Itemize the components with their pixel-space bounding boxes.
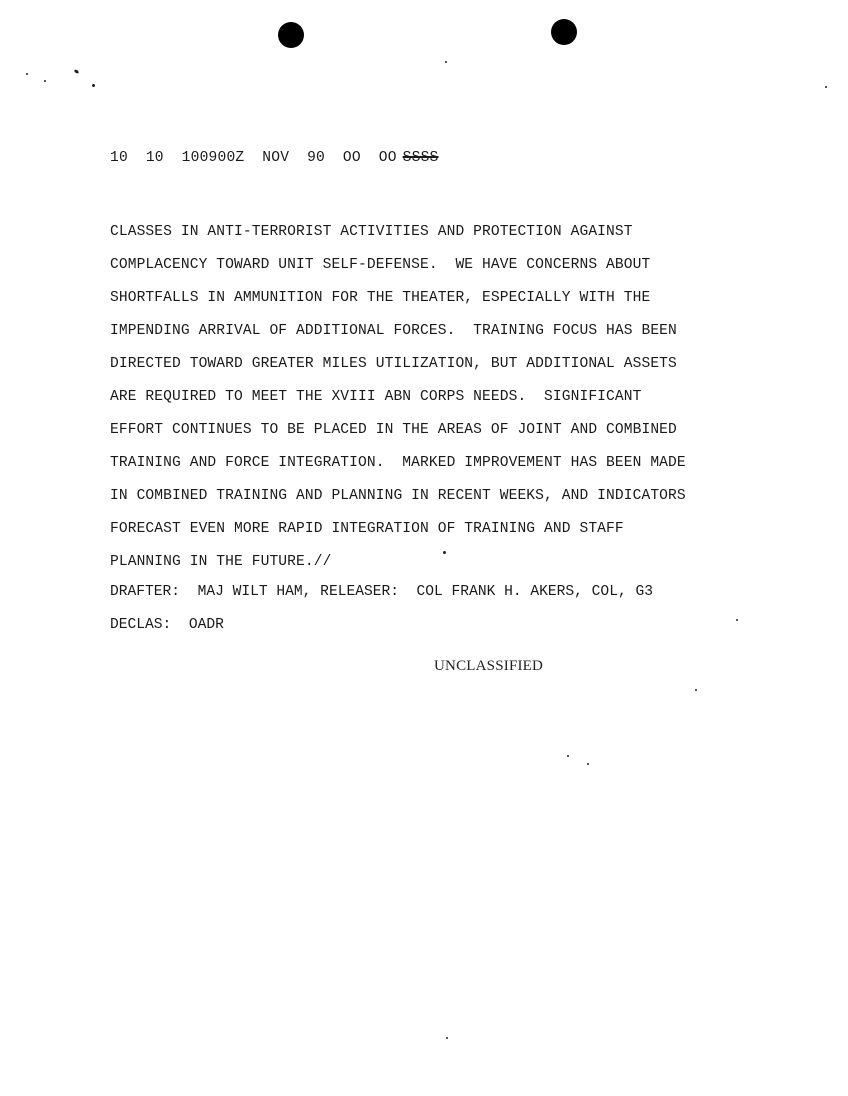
scan-speck [825,86,827,88]
body-line: TRAINING AND FORCE INTEGRATION. MARKED IMPROVEMENT HAS BEEN MADE [110,455,686,471]
punch-hole-left [278,22,304,48]
body-line: COMPLACENCY TOWARD UNIT SELF-DEFENSE. WE HAVE CONCERNS ABOUT [110,257,651,273]
scan-speck [587,763,589,765]
scan-speck [92,84,95,87]
drafter-line: DRAFTER: MAJ WILT HAM, RELEASER: COL FRANK H. AKERS, COL, G3 [110,584,653,600]
body-line: CLASSES IN ANTI-TERRORIST ACTIVITIES AND PROTECTION AGAINST [110,224,633,240]
body-line: PLANNING IN THE FUTURE.// [110,554,332,570]
message-footer [110,576,653,642]
scan-speck [736,619,738,621]
body-line: EFFORT CONTINUES TO BE PLACED IN THE AREAS OF JOINT AND COMBINED [110,422,677,438]
body-line: IN COMBINED TRAINING AND PLANNING IN RECENT WEEKS, AND INDICATORS [110,488,686,504]
scan-speck [445,61,447,63]
scan-speck [695,689,697,691]
scan-speck [446,1037,448,1039]
body-line: ARE REQUIRED TO MEET THE XVIII ABN CORPS NEEDS. SIGNIFICANT [110,389,642,405]
scan-speck [26,73,28,75]
struck-classification-code: SSSS [402,150,439,166]
message-header-line [110,150,453,166]
body-line: FORECAST EVEN MORE RAPID INTEGRATION OF TRAINING AND STAFF [110,521,624,537]
body-line: IMPENDING ARRIVAL OF ADDITIONAL FORCES. TRAINING FOCUS HAS BEEN [110,323,677,339]
scan-speck [74,69,80,74]
routing-prefix: 10 10 100900Z NOV 90 OO OO [110,150,397,166]
punch-hole-right [551,19,577,45]
body-line: SHORTFALLS IN AMMUNITION FOR THE THEATER, ESPECIALLY WITH THE [110,290,651,306]
classification-marking: UNCLASSIFIED [434,658,544,674]
scan-speck [567,755,569,757]
scan-speck [44,80,46,82]
declas-line: DECLAS: OADR [110,617,224,633]
message-body [110,216,830,579]
body-line: DIRECTED TOWARD GREATER MILES UTILIZATION, BUT ADDITIONAL ASSETS [110,356,677,372]
